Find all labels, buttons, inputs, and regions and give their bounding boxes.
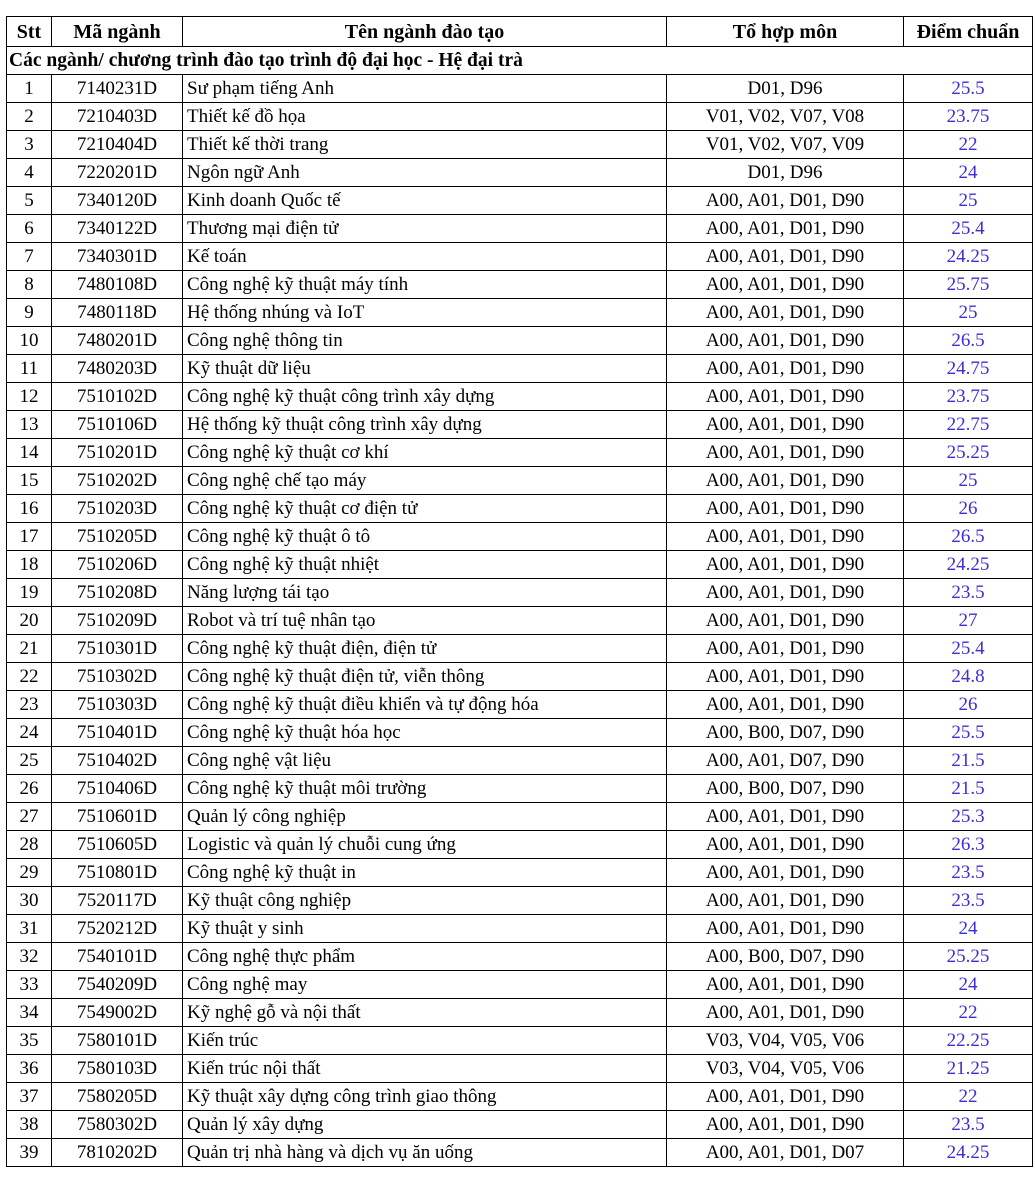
table-row bbox=[7, 915, 1033, 943]
table-row bbox=[7, 551, 1033, 579]
header-major-code: Mã ngành bbox=[52, 17, 183, 47]
table-row bbox=[7, 327, 1033, 355]
row-benchmark-score: 24.8 bbox=[904, 663, 1033, 691]
row-subject-combination: A00, A01, D01, D90 bbox=[667, 859, 904, 887]
table-row bbox=[7, 831, 1033, 859]
row-major-name: Kinh doanh Quốc tế bbox=[183, 187, 667, 215]
row-benchmark-score: 25.3 bbox=[904, 803, 1033, 831]
row-benchmark-score: 22 bbox=[904, 131, 1033, 159]
row-benchmark-score: 26 bbox=[904, 691, 1033, 719]
row-major-name: Công nghệ kỹ thuật cơ khí bbox=[183, 439, 667, 467]
row-stt: 21 bbox=[7, 635, 52, 663]
row-benchmark-score: 21.25 bbox=[904, 1055, 1033, 1083]
admission-scores-table bbox=[6, 16, 1033, 1167]
row-stt: 13 bbox=[7, 411, 52, 439]
row-major-name: Công nghệ kỹ thuật ô tô bbox=[183, 523, 667, 551]
table-row bbox=[7, 299, 1033, 327]
row-benchmark-score: 21.5 bbox=[904, 747, 1033, 775]
table-row bbox=[7, 971, 1033, 999]
row-stt: 28 bbox=[7, 831, 52, 859]
table-row bbox=[7, 187, 1033, 215]
row-major-code: 7210404D bbox=[52, 131, 183, 159]
row-major-code: 7510302D bbox=[52, 663, 183, 691]
table-row bbox=[7, 859, 1033, 887]
row-subject-combination: A00, A01, D01, D90 bbox=[667, 607, 904, 635]
row-stt: 31 bbox=[7, 915, 52, 943]
row-benchmark-score: 21.5 bbox=[904, 775, 1033, 803]
row-major-name: Công nghệ kỹ thuật in bbox=[183, 859, 667, 887]
row-stt: 25 bbox=[7, 747, 52, 775]
row-stt: 39 bbox=[7, 1139, 52, 1167]
row-benchmark-score: 26.5 bbox=[904, 523, 1033, 551]
row-major-name: Kỹ thuật xây dựng công trình giao thông bbox=[183, 1083, 667, 1111]
row-stt: 19 bbox=[7, 579, 52, 607]
row-subject-combination: V01, V02, V07, V09 bbox=[667, 131, 904, 159]
row-major-code: 7549002D bbox=[52, 999, 183, 1027]
row-subject-combination: A00, A01, D01, D07 bbox=[667, 1139, 904, 1167]
row-stt: 15 bbox=[7, 467, 52, 495]
table-row bbox=[7, 1111, 1033, 1139]
row-benchmark-score: 22.75 bbox=[904, 411, 1033, 439]
row-major-name: Logistic và quản lý chuỗi cung ứng bbox=[183, 831, 667, 859]
row-benchmark-score: 24.75 bbox=[904, 355, 1033, 383]
row-stt: 36 bbox=[7, 1055, 52, 1083]
row-subject-combination: A00, A01, D01, D90 bbox=[667, 355, 904, 383]
row-subject-combination: A00, A01, D01, D90 bbox=[667, 663, 904, 691]
row-subject-combination: A00, A01, D01, D90 bbox=[667, 915, 904, 943]
row-major-code: 7210403D bbox=[52, 103, 183, 131]
row-stt: 11 bbox=[7, 355, 52, 383]
row-major-name: Kiến trúc nội thất bbox=[183, 1055, 667, 1083]
row-stt: 33 bbox=[7, 971, 52, 999]
table-row bbox=[7, 523, 1033, 551]
row-major-code: 7480118D bbox=[52, 299, 183, 327]
row-major-code: 7580302D bbox=[52, 1111, 183, 1139]
row-benchmark-score: 25.25 bbox=[904, 943, 1033, 971]
table-row bbox=[7, 215, 1033, 243]
row-major-code: 7580103D bbox=[52, 1055, 183, 1083]
row-benchmark-score: 26 bbox=[904, 495, 1033, 523]
row-major-name: Công nghệ kỹ thuật hóa học bbox=[183, 719, 667, 747]
row-stt: 30 bbox=[7, 887, 52, 915]
row-major-name: Thiết kế đồ họa bbox=[183, 103, 667, 131]
row-benchmark-score: 22 bbox=[904, 999, 1033, 1027]
row-major-name: Quản trị nhà hàng và dịch vụ ăn uống bbox=[183, 1139, 667, 1167]
table-row bbox=[7, 467, 1033, 495]
row-major-name: Quản lý công nghiệp bbox=[183, 803, 667, 831]
table-row bbox=[7, 579, 1033, 607]
row-subject-combination: A00, A01, D07, D90 bbox=[667, 747, 904, 775]
table-body bbox=[7, 47, 1033, 1167]
row-major-code: 7340122D bbox=[52, 215, 183, 243]
row-benchmark-score: 25 bbox=[904, 299, 1033, 327]
row-major-code: 7510102D bbox=[52, 383, 183, 411]
row-major-name: Năng lượng tái tạo bbox=[183, 579, 667, 607]
row-major-name: Công nghệ thông tin bbox=[183, 327, 667, 355]
table-row bbox=[7, 943, 1033, 971]
table-row bbox=[7, 1139, 1033, 1167]
row-subject-combination: A00, A01, D01, D90 bbox=[667, 327, 904, 355]
row-major-name: Hệ thống nhúng và IoT bbox=[183, 299, 667, 327]
table-row bbox=[7, 383, 1033, 411]
row-subject-combination: A00, A01, D01, D90 bbox=[667, 803, 904, 831]
row-subject-combination: A00, A01, D01, D90 bbox=[667, 831, 904, 859]
row-major-code: 7810202D bbox=[52, 1139, 183, 1167]
row-benchmark-score: 23.5 bbox=[904, 887, 1033, 915]
row-stt: 23 bbox=[7, 691, 52, 719]
header-benchmark-score: Điểm chuẩn bbox=[904, 17, 1033, 47]
row-major-name: Công nghệ kỹ thuật cơ điện tử bbox=[183, 495, 667, 523]
row-subject-combination: A00, A01, D01, D90 bbox=[667, 271, 904, 299]
row-subject-combination: A00, A01, D01, D90 bbox=[667, 243, 904, 271]
table-row bbox=[7, 271, 1033, 299]
table-row bbox=[7, 75, 1033, 103]
table-row bbox=[7, 1083, 1033, 1111]
row-benchmark-score: 25.4 bbox=[904, 635, 1033, 663]
row-stt: 29 bbox=[7, 859, 52, 887]
row-major-code: 7140231D bbox=[52, 75, 183, 103]
row-benchmark-score: 22 bbox=[904, 1083, 1033, 1111]
row-major-name: Công nghệ vật liệu bbox=[183, 747, 667, 775]
table-row bbox=[7, 159, 1033, 187]
row-subject-combination: A00, A01, D01, D90 bbox=[667, 1111, 904, 1139]
row-stt: 3 bbox=[7, 131, 52, 159]
row-benchmark-score: 23.75 bbox=[904, 103, 1033, 131]
row-major-code: 7580101D bbox=[52, 1027, 183, 1055]
row-major-code: 7510206D bbox=[52, 551, 183, 579]
row-benchmark-score: 25.5 bbox=[904, 719, 1033, 747]
row-stt: 37 bbox=[7, 1083, 52, 1111]
row-stt: 34 bbox=[7, 999, 52, 1027]
section-title: Các ngành/ chương trình đào tạo trình độ đại học - Hệ đại trà bbox=[7, 47, 1033, 75]
row-subject-combination: A00, A01, D01, D90 bbox=[667, 523, 904, 551]
row-stt: 16 bbox=[7, 495, 52, 523]
row-stt: 24 bbox=[7, 719, 52, 747]
row-stt: 14 bbox=[7, 439, 52, 467]
row-benchmark-score: 23.5 bbox=[904, 579, 1033, 607]
row-major-code: 7480108D bbox=[52, 271, 183, 299]
row-major-code: 7510601D bbox=[52, 803, 183, 831]
row-subject-combination: A00, B00, D07, D90 bbox=[667, 775, 904, 803]
table-row bbox=[7, 999, 1033, 1027]
row-stt: 7 bbox=[7, 243, 52, 271]
row-stt: 20 bbox=[7, 607, 52, 635]
row-major-name: Công nghệ chế tạo máy bbox=[183, 467, 667, 495]
row-subject-combination: D01, D96 bbox=[667, 159, 904, 187]
table-row bbox=[7, 691, 1033, 719]
table-row bbox=[7, 663, 1033, 691]
row-benchmark-score: 26.3 bbox=[904, 831, 1033, 859]
row-major-name: Công nghệ thực phẩm bbox=[183, 943, 667, 971]
row-stt: 12 bbox=[7, 383, 52, 411]
row-major-name: Kỹ nghệ gỗ và nội thất bbox=[183, 999, 667, 1027]
row-major-code: 7480201D bbox=[52, 327, 183, 355]
row-major-code: 7510303D bbox=[52, 691, 183, 719]
row-stt: 27 bbox=[7, 803, 52, 831]
row-major-code: 7510406D bbox=[52, 775, 183, 803]
row-major-code: 7520212D bbox=[52, 915, 183, 943]
header-subject-combination: Tổ hợp môn bbox=[667, 17, 904, 47]
row-major-name: Sư phạm tiếng Anh bbox=[183, 75, 667, 103]
row-major-code: 7510801D bbox=[52, 859, 183, 887]
row-benchmark-score: 22.25 bbox=[904, 1027, 1033, 1055]
row-major-name: Kỹ thuật dữ liệu bbox=[183, 355, 667, 383]
row-stt: 9 bbox=[7, 299, 52, 327]
row-stt: 6 bbox=[7, 215, 52, 243]
row-major-code: 7510205D bbox=[52, 523, 183, 551]
row-subject-combination: A00, A01, D01, D90 bbox=[667, 887, 904, 915]
row-stt: 26 bbox=[7, 775, 52, 803]
row-major-name: Kỹ thuật công nghiệp bbox=[183, 887, 667, 915]
row-subject-combination: A00, A01, D01, D90 bbox=[667, 999, 904, 1027]
row-subject-combination: V03, V04, V05, V06 bbox=[667, 1055, 904, 1083]
row-benchmark-score: 26.5 bbox=[904, 327, 1033, 355]
row-major-code: 7510605D bbox=[52, 831, 183, 859]
table-row bbox=[7, 131, 1033, 159]
row-benchmark-score: 27 bbox=[904, 607, 1033, 635]
header-stt: Stt bbox=[7, 17, 52, 47]
row-major-name: Công nghệ kỹ thuật điều khiển và tự động hóa bbox=[183, 691, 667, 719]
row-benchmark-score: 24 bbox=[904, 159, 1033, 187]
row-major-code: 7510106D bbox=[52, 411, 183, 439]
row-subject-combination: A00, A01, D01, D90 bbox=[667, 635, 904, 663]
row-major-name: Công nghệ kỹ thuật môi trường bbox=[183, 775, 667, 803]
row-benchmark-score: 25.5 bbox=[904, 75, 1033, 103]
row-stt: 8 bbox=[7, 271, 52, 299]
row-major-code: 7510301D bbox=[52, 635, 183, 663]
row-stt: 18 bbox=[7, 551, 52, 579]
table-row bbox=[7, 719, 1033, 747]
row-benchmark-score: 24.25 bbox=[904, 1139, 1033, 1167]
row-major-code: 7220201D bbox=[52, 159, 183, 187]
row-stt: 17 bbox=[7, 523, 52, 551]
table-row bbox=[7, 607, 1033, 635]
row-benchmark-score: 23.5 bbox=[904, 1111, 1033, 1139]
table-row bbox=[7, 411, 1033, 439]
row-major-name: Công nghệ kỹ thuật máy tính bbox=[183, 271, 667, 299]
row-major-code: 7510201D bbox=[52, 439, 183, 467]
row-major-code: 7340120D bbox=[52, 187, 183, 215]
row-stt: 4 bbox=[7, 159, 52, 187]
row-major-name: Công nghệ kỹ thuật công trình xây dựng bbox=[183, 383, 667, 411]
row-subject-combination: A00, A01, D01, D90 bbox=[667, 467, 904, 495]
row-stt: 38 bbox=[7, 1111, 52, 1139]
row-major-name: Kế toán bbox=[183, 243, 667, 271]
table-row bbox=[7, 439, 1033, 467]
row-subject-combination: A00, A01, D01, D90 bbox=[667, 971, 904, 999]
row-major-code: 7340301D bbox=[52, 243, 183, 271]
row-subject-combination: A00, A01, D01, D90 bbox=[667, 299, 904, 327]
row-subject-combination: A00, A01, D01, D90 bbox=[667, 1083, 904, 1111]
table-row bbox=[7, 635, 1033, 663]
row-subject-combination: A00, A01, D01, D90 bbox=[667, 411, 904, 439]
row-stt: 2 bbox=[7, 103, 52, 131]
row-benchmark-score: 23.5 bbox=[904, 859, 1033, 887]
row-benchmark-score: 24.25 bbox=[904, 551, 1033, 579]
row-subject-combination: A00, A01, D01, D90 bbox=[667, 691, 904, 719]
row-benchmark-score: 25.4 bbox=[904, 215, 1033, 243]
row-subject-combination: A00, A01, D01, D90 bbox=[667, 187, 904, 215]
row-major-name: Thiết kế thời trang bbox=[183, 131, 667, 159]
row-stt: 32 bbox=[7, 943, 52, 971]
row-major-name: Công nghệ kỹ thuật điện, điện tử bbox=[183, 635, 667, 663]
row-major-name: Thương mại điện tử bbox=[183, 215, 667, 243]
table-row bbox=[7, 747, 1033, 775]
table-row bbox=[7, 355, 1033, 383]
row-major-name: Kiến trúc bbox=[183, 1027, 667, 1055]
row-stt: 5 bbox=[7, 187, 52, 215]
row-major-code: 7540209D bbox=[52, 971, 183, 999]
row-benchmark-score: 24 bbox=[904, 915, 1033, 943]
row-subject-combination: A00, B00, D07, D90 bbox=[667, 943, 904, 971]
section-row bbox=[7, 47, 1033, 75]
table-row bbox=[7, 775, 1033, 803]
row-benchmark-score: 25 bbox=[904, 187, 1033, 215]
row-stt: 10 bbox=[7, 327, 52, 355]
row-stt: 1 bbox=[7, 75, 52, 103]
row-major-code: 7580205D bbox=[52, 1083, 183, 1111]
row-stt: 22 bbox=[7, 663, 52, 691]
row-major-code: 7510202D bbox=[52, 467, 183, 495]
row-subject-combination: A00, A01, D01, D90 bbox=[667, 495, 904, 523]
row-subject-combination: V01, V02, V07, V08 bbox=[667, 103, 904, 131]
row-benchmark-score: 25 bbox=[904, 467, 1033, 495]
table-row bbox=[7, 887, 1033, 915]
table-row bbox=[7, 1027, 1033, 1055]
row-major-code: 7510209D bbox=[52, 607, 183, 635]
row-benchmark-score: 25.75 bbox=[904, 271, 1033, 299]
row-major-name: Công nghệ kỹ thuật điện tử, viễn thông bbox=[183, 663, 667, 691]
table-row bbox=[7, 495, 1033, 523]
row-subject-combination: A00, A01, D01, D90 bbox=[667, 579, 904, 607]
row-subject-combination: D01, D96 bbox=[667, 75, 904, 103]
row-benchmark-score: 23.75 bbox=[904, 383, 1033, 411]
row-stt: 35 bbox=[7, 1027, 52, 1055]
row-major-code: 7510208D bbox=[52, 579, 183, 607]
row-benchmark-score: 25.25 bbox=[904, 439, 1033, 467]
row-major-code: 7540101D bbox=[52, 943, 183, 971]
table-row bbox=[7, 103, 1033, 131]
row-subject-combination: A00, A01, D01, D90 bbox=[667, 215, 904, 243]
row-major-name: Kỹ thuật y sinh bbox=[183, 915, 667, 943]
row-major-name: Công nghệ may bbox=[183, 971, 667, 999]
header-major-name: Tên ngành đào tạo bbox=[183, 17, 667, 47]
row-subject-combination: A00, A01, D01, D90 bbox=[667, 551, 904, 579]
row-subject-combination: V03, V04, V05, V06 bbox=[667, 1027, 904, 1055]
row-subject-combination: A00, B00, D07, D90 bbox=[667, 719, 904, 747]
header-row bbox=[7, 17, 1033, 47]
row-major-name: Công nghệ kỹ thuật nhiệt bbox=[183, 551, 667, 579]
table-row bbox=[7, 1055, 1033, 1083]
row-major-code: 7480203D bbox=[52, 355, 183, 383]
row-benchmark-score: 24.25 bbox=[904, 243, 1033, 271]
row-major-code: 7520117D bbox=[52, 887, 183, 915]
row-benchmark-score: 24 bbox=[904, 971, 1033, 999]
row-major-code: 7510402D bbox=[52, 747, 183, 775]
row-major-name: Ngôn ngữ Anh bbox=[183, 159, 667, 187]
row-subject-combination: A00, A01, D01, D90 bbox=[667, 439, 904, 467]
row-major-name: Hệ thống kỹ thuật công trình xây dựng bbox=[183, 411, 667, 439]
row-major-code: 7510401D bbox=[52, 719, 183, 747]
row-major-name: Quản lý xây dựng bbox=[183, 1111, 667, 1139]
row-major-code: 7510203D bbox=[52, 495, 183, 523]
row-major-name: Robot và trí tuệ nhân tạo bbox=[183, 607, 667, 635]
table-row bbox=[7, 243, 1033, 271]
table-row bbox=[7, 803, 1033, 831]
row-subject-combination: A00, A01, D01, D90 bbox=[667, 383, 904, 411]
